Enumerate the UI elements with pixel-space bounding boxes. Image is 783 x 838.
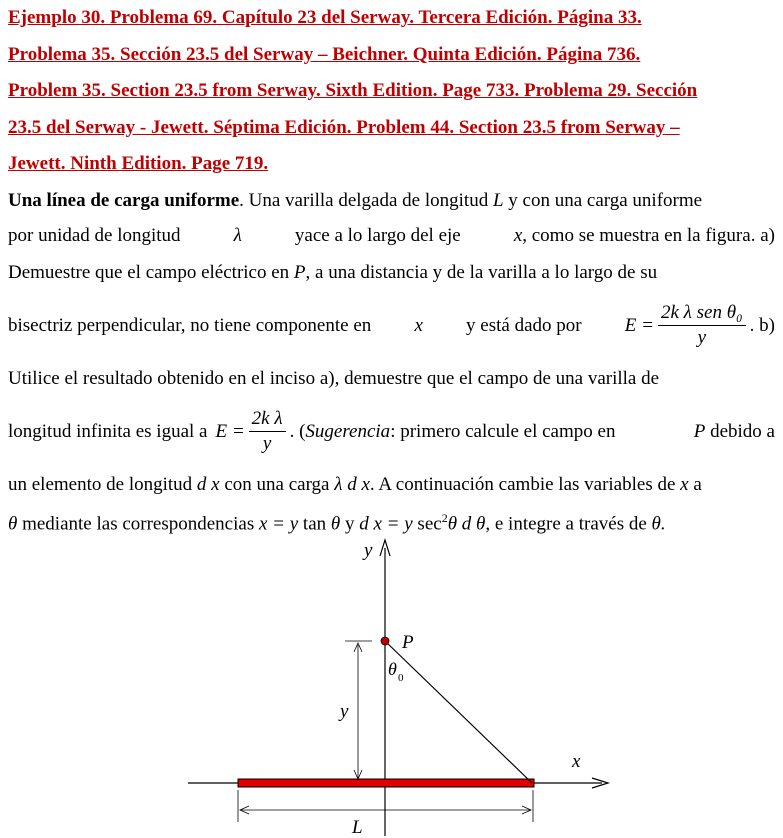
charged-rod [238,779,534,787]
equation: x = y [258,513,299,535]
statement-text: . ( [289,420,306,442]
statement-text: debido a [710,420,775,442]
statement-text: mediante las correspondencias [22,513,255,535]
statement-text: con una carga [224,473,330,495]
symbol-dtheta: θ d θ [447,513,486,535]
statement-text: un elemento de longitud [8,473,193,495]
statement-text: yace a lo largo del eje [294,224,461,246]
statement-text: y con una carga uniforme [508,189,703,211]
fraction-denominator: y [262,433,272,455]
theta-subscript: 0 [398,672,404,684]
symbol-lambda-dx: λ d x [334,473,370,495]
formula-lhs: E = [215,420,245,442]
fraction-numerator: 2k λ [249,407,286,432]
fraction-denominator: y [697,327,707,349]
heading-line: Problem 35. Section 23.5 from Serway. Sixth Edition. Page 733. Problema 29. Sección [8,80,698,102]
symbol-theta: θ. [651,513,666,535]
symbol-x: x [414,314,423,336]
line-to-rod-end [385,641,532,783]
statement-text: Utilice el resultado obtenido en el inciso a), demuestre que el campo de una varilla de [8,367,660,389]
symbol-lambda: λ [233,224,242,246]
statement-text: y está dado por [466,314,582,336]
statement-text: : primero calcule el campo en [390,420,616,442]
heading-line: Jewett. Ninth Edition. Page 719. [8,153,269,175]
symbol-P: P [293,261,306,283]
symbol-L: L [492,189,504,211]
formula-lhs: E = [624,314,654,336]
statement-text: tan [302,513,327,535]
statement-text: . Una varilla delgada de longitud [239,189,489,211]
heading-line: 23.5 del Serway - Jewett. Séptima Edición. Problem 44. Section 23.5 from Serway – [8,116,680,138]
statement-text: Demuestre que el campo eléctrico en [8,261,290,283]
superscript: 2 [441,510,448,525]
symbol-theta: θ [330,513,341,535]
statement-text: y [344,513,355,535]
symbol-theta: θ [8,513,18,535]
symbol-x: x [513,224,523,246]
statement-text: , como se muestra en la figura. a) [522,224,775,246]
heading-line: Ejemplo 30. Problema 69. Capítulo 23 del Serway. Tercera Edición. Página 33. [8,7,642,28]
symbol-dx: d x [196,473,220,495]
statement-text: . A continuación cambie las variables de [369,473,676,495]
fraction-numerator: 2k λ sen θ₀ [658,301,746,326]
statement-text: longitud infinita es igual a [8,420,208,442]
statement-text: , e integre a través de [485,513,647,535]
statement-text: bisectriz perpendicular, no tiene componente en [8,314,372,336]
x-axis-label: x [572,751,581,772]
theta-label: θ [388,659,397,679]
symbol-x: x [680,473,689,495]
statement-text: , a una distancia y de la varilla a lo largo de su [305,261,658,283]
statement-text: por unidad de longitud [8,224,181,246]
hint-label: Sugerencia [305,420,391,442]
y-axis-label: y [364,540,373,561]
statement-text: sec [417,513,442,535]
P-label: P [402,632,414,653]
symbol-P: P [693,420,706,442]
y-distance-label: y [340,701,349,722]
statement-text: a [693,473,702,495]
statement-title: Una línea de carga uniforme [8,189,240,211]
equation: d x = y [359,513,413,535]
statement-text: . b) [749,314,775,336]
point-P [381,637,389,645]
heading-line: Problema 35. Sección 23.5 del Serway – Beichner. Quinta Edición. Página 736. [8,43,641,65]
L-label: L [352,817,363,838]
